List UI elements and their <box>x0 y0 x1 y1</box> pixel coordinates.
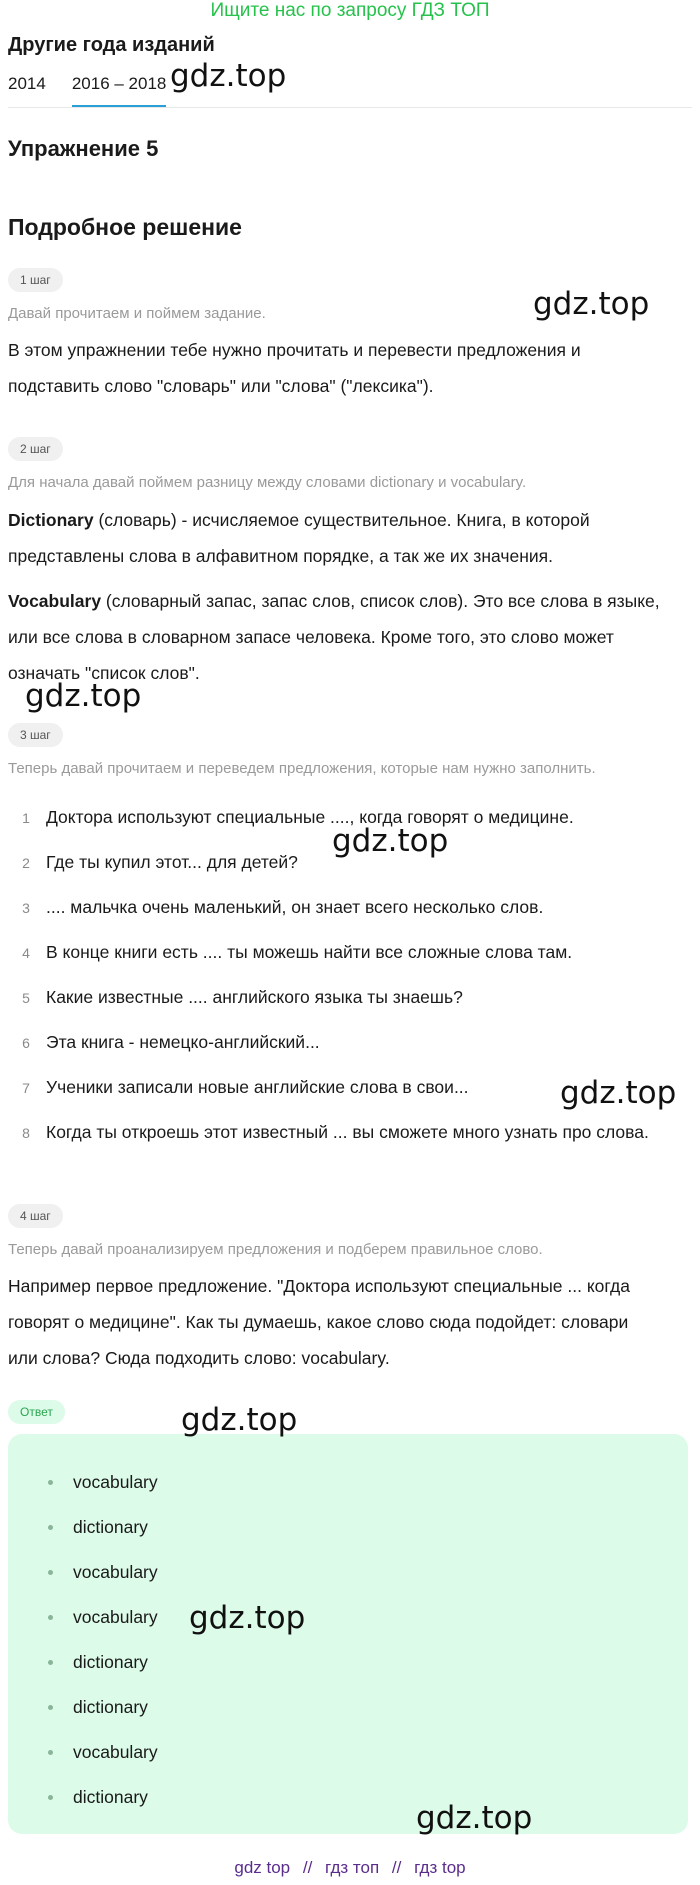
item-number: 2 <box>22 854 30 871</box>
list-item <box>8 1110 688 1155</box>
answer-text: vocabulary <box>73 1607 158 1627</box>
vocabulary-text: или все слова в словарном запасе человека. Кроме того, это слово может <box>8 627 614 647</box>
watermark: gdz.top <box>332 823 449 859</box>
answer-list <box>48 1460 158 1820</box>
tab-2016-2018[interactable]: 2016 – 2018 <box>72 70 167 108</box>
footer-separator: // <box>302 1858 313 1877</box>
list-item <box>48 1640 158 1685</box>
watermark: gdz.top <box>560 1075 677 1111</box>
footer-link[interactable]: гдз топ <box>325 1858 380 1877</box>
vocabulary-text: означать "список слов". <box>8 663 200 683</box>
list-item <box>8 930 688 975</box>
step-4-text <box>8 1268 688 1376</box>
bullet-icon <box>48 1795 53 1800</box>
step-1-line: подставить слово "словарь" или "слова" ("лексика"). <box>8 376 434 396</box>
item-number: 8 <box>22 1124 30 1141</box>
step-1-line: В этом упражнении тебе нужно прочитать и перевести предложения и <box>8 340 581 360</box>
answer-text: vocabulary <box>73 1562 158 1582</box>
vocabulary-term: Vocabulary <box>8 591 102 611</box>
item-number: 4 <box>22 944 30 961</box>
bullet-icon <box>48 1480 53 1485</box>
editions-label: Другие года изданий <box>8 34 215 56</box>
step-2-hint: Для начала давай поймем разницу между словами dictionary и vocabulary. <box>8 474 527 491</box>
bullet-icon <box>48 1615 53 1620</box>
item-text: В конце книги есть .... ты можешь найти все сложные слова там. <box>46 942 573 962</box>
item-text: Ученики записали новые английские слова в свои... <box>46 1077 469 1097</box>
item-text: Какие известные .... английского языка ты знаешь? <box>46 987 463 1007</box>
bullet-icon <box>48 1525 53 1530</box>
tab-2014[interactable]: 2014 <box>8 74 46 93</box>
answer-text: dictionary <box>73 1652 148 1672</box>
list-item <box>8 975 688 1020</box>
step-1-badge: 1 шаг <box>8 268 63 292</box>
top-banner: Ищите нас по запросу ГДЗ ТОП <box>210 0 490 21</box>
list-item <box>48 1550 158 1595</box>
footer-separator: // <box>391 1858 402 1877</box>
list-item <box>48 1505 158 1550</box>
watermark: gdz.top <box>189 1600 306 1636</box>
watermark: gdz.top <box>181 1402 298 1438</box>
item-number: 1 <box>22 809 30 826</box>
answer-box <box>8 1434 688 1834</box>
dictionary-term: Dictionary <box>8 510 94 530</box>
step-4-line: говорят о медицине". Как ты думаешь, какое слово сюда подойдет: словари <box>8 1312 629 1332</box>
dictionary-text: представлены слова в алфавитном порядке, а так же их значения. <box>8 546 553 566</box>
list-item <box>48 1595 158 1640</box>
item-number: 5 <box>22 989 30 1006</box>
vocabulary-text: (словарный запас, запас слов, список слов). Это все слова в языке, <box>101 591 660 611</box>
bullet-icon <box>48 1570 53 1575</box>
exercise-title: Упражнение 5 <box>8 136 159 161</box>
answer-badge: Ответ <box>8 1400 65 1424</box>
bullet-icon <box>48 1750 53 1755</box>
item-text: .... мальчка очень маленький, он знает всего несколько слов. <box>46 897 544 917</box>
step-2-badge: 2 шаг <box>8 437 63 461</box>
step-1-text <box>8 332 688 404</box>
answer-text: dictionary <box>73 1517 148 1537</box>
bullet-icon <box>48 1660 53 1665</box>
watermark: gdz.top <box>533 286 650 322</box>
list-item <box>8 1020 688 1065</box>
list-item <box>8 885 688 930</box>
year-tabs <box>8 70 192 108</box>
item-text: Доктора используют специальные ...., когда говорят о медицине. <box>46 807 574 827</box>
answer-text: vocabulary <box>73 1472 158 1492</box>
watermark: gdz.top <box>416 1800 533 1836</box>
dictionary-text: (словарь) - исчисляемое существительное. Книга, в которой <box>93 510 590 530</box>
step-1-hint: Давай прочитаем и поймем задание. <box>8 305 266 322</box>
step-4-line: Например первое предложение. "Доктора используют специальные ... когда <box>8 1276 630 1296</box>
item-text: Где ты купил этот... для детей? <box>46 852 298 872</box>
vocabulary-definition <box>8 583 688 691</box>
step-3-hint: Теперь давай прочитаем и переведем предложения, которые нам нужно заполнить. <box>8 760 596 777</box>
answer-text: dictionary <box>73 1787 148 1807</box>
watermark: gdz.top <box>25 678 142 714</box>
item-text: Когда ты откроешь этот известный ... вы сможете много узнать про слова. <box>46 1122 649 1142</box>
list-item <box>48 1685 158 1730</box>
step-3-badge: 3 шаг <box>8 723 63 747</box>
footer-link[interactable]: гдз top <box>414 1858 466 1877</box>
watermark: gdz.top <box>170 58 287 94</box>
item-number: 6 <box>22 1034 30 1051</box>
list-item <box>48 1460 158 1505</box>
solution-title: Подробное решение <box>8 214 242 240</box>
answer-text: dictionary <box>73 1697 148 1717</box>
step-4-line: или слова? Сюда подходить слово: vocabulary. <box>8 1348 390 1368</box>
item-number: 7 <box>22 1079 30 1096</box>
list-item <box>48 1730 158 1775</box>
answer-text: vocabulary <box>73 1742 158 1762</box>
list-item <box>48 1775 158 1820</box>
step-4-hint: Теперь давай проанализируем предложения и подберем правильное слово. <box>8 1241 543 1258</box>
step-4-badge: 4 шаг <box>8 1204 63 1228</box>
footer-link[interactable]: gdz top <box>234 1858 291 1877</box>
footer-links <box>0 1858 700 1878</box>
item-number: 3 <box>22 899 30 916</box>
bullet-icon <box>48 1705 53 1710</box>
item-text: Эта книга - немецко-английский... <box>46 1032 320 1052</box>
dictionary-definition <box>8 502 688 574</box>
divider <box>8 107 692 108</box>
